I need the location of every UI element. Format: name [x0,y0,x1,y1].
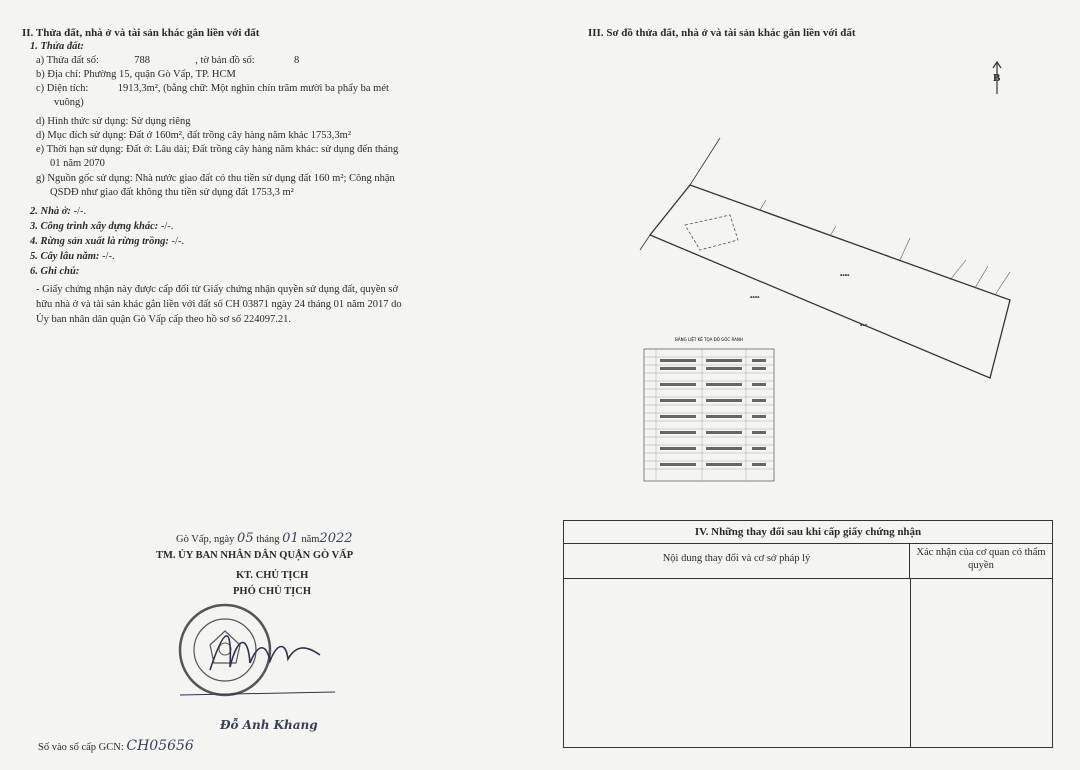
date-day: 05 [237,531,254,546]
use-term-row: e) Thời hạn sử dụng: Đất ở: Lâu dài; Đất trồng cây hàng năm khác: sử dụng đến tháng [36,144,399,155]
item4-value: -/-. [171,236,185,247]
area-label: c) Diện tích: [36,83,89,94]
area-value-cont: vuông) [54,97,84,108]
item4-row [30,236,184,248]
parcel-number-value: 788 [134,55,150,66]
date-year: 2022 [319,531,353,546]
column-divider [910,579,911,747]
item4-label: 4. Rừng sản xuất là rừng trồng: [30,236,169,247]
role-title: PHÓ CHỦ TỊCH [233,586,311,597]
date-month: 01 [282,531,299,546]
gcn-value: CH05656 [126,738,194,754]
section-iii-title: III. Sơ đồ thửa đất, nhà ở và tài sản khác gắn liền với đất [588,27,856,39]
note-line-3: Ủy ban nhân dân quận Gò Vấp cấp theo hồ sơ số 224097.21. [36,314,291,325]
use-term-cont: 01 năm 2070 [50,158,105,169]
changes-title: IV. Những thay đổi sau khi cấp giấy chứng nhận [564,521,1052,544]
month-label: tháng [256,534,280,545]
origin-cont: QSDĐ như giao đất không thu tiền sử dụng đất 1753,3 m² [50,187,294,198]
changes-col-content: Nội dung thay đổi và cơ sở pháp lý [564,543,910,579]
svg-text:▪▪▪▪: ▪▪▪▪ [750,295,760,299]
house-outline [685,215,738,250]
item2-label: 2. Nhà ở: [30,206,71,217]
svg-text:▪▪▪: ▪▪▪ [860,323,868,327]
changes-col-confirm: Xác nhận của cơ quan có thẩm quyền [910,543,1052,579]
coordinate-table-title: BẢNG LIỆT KÊ TỌA ĐỘ GÓC RANH [675,337,743,342]
section-ii-title: II. Thửa đất, nhà ở và tài sản khác gắn liền với đất [22,27,260,39]
note-line-1: - Giấy chứng nhận này được cấp đổi từ Giấy chứng nhận quyền sử dụng đất, quyền sở [36,284,399,295]
kt-title: KT. CHỦ TỊCH [236,570,309,581]
item3-row [30,221,173,233]
signature-stroke [210,636,320,670]
year-label: năm [301,534,320,545]
official-seal-and-signature [170,595,340,705]
item1-title: 1. Thửa đất: [30,41,84,52]
area-row [36,83,389,95]
parcel-number-row [36,55,299,67]
use-form-row: d) Hình thức sử dụng: Sử dụng riêng [36,116,191,127]
item6-label: 6. Ghi chú: [30,266,80,277]
map-sheet-label: , tờ bản đồ số: [195,55,255,66]
note-line-2: hữu nhà ở và tài sản khác gắn liền với đất số CH 03871 ngày 24 tháng 01 năm 2017 do [36,299,402,310]
coordinate-table [642,335,777,485]
item5-value: -/-. [102,251,115,262]
issue-date [176,533,353,546]
item5-row [30,251,115,263]
use-purpose-row: d) Mục đích sử dụng: Đất ở 160m², đất trồng cây hàng năm khác 1753,3m² [36,130,351,141]
item3-label: 3. Công trình xây dựng khác: [30,221,159,232]
origin-row: g) Nguồn gốc sử dụng: Nhà nước giao đất có thu tiền sử dụng đất 160 m²; Công nhận [36,173,395,184]
item3-value: -/-. [160,221,174,232]
date-prefix: Gò Vấp, ngày [176,534,235,545]
gcn-row [38,740,194,754]
north-label: B [993,72,1001,84]
changes-table [563,520,1053,748]
parcel-number-label: a) Thửa đất số: [36,55,99,66]
item2-value: -/-. [73,206,87,217]
svg-text:▪▪▪▪: ▪▪▪▪ [840,273,850,277]
issuing-org: TM. ỦY BAN NHÂN DÂN QUẬN GÒ VẤP [156,550,354,561]
address-row: b) Địa chỉ: Phường 15, quận Gò Vấp, TP. HCM [36,69,236,80]
gcn-label: Số vào sổ cấp GCN: [38,742,124,753]
item5-label: 5. Cây lâu năm: [30,251,100,262]
item2-row [30,206,86,218]
map-sheet-value: 8 [293,55,300,66]
signer-name: Đỗ Anh Khang [220,718,318,732]
area-value: 1913,3m², (bằng chữ: Một nghìn chín trăm mười ba phẩy ba mét [117,83,389,94]
